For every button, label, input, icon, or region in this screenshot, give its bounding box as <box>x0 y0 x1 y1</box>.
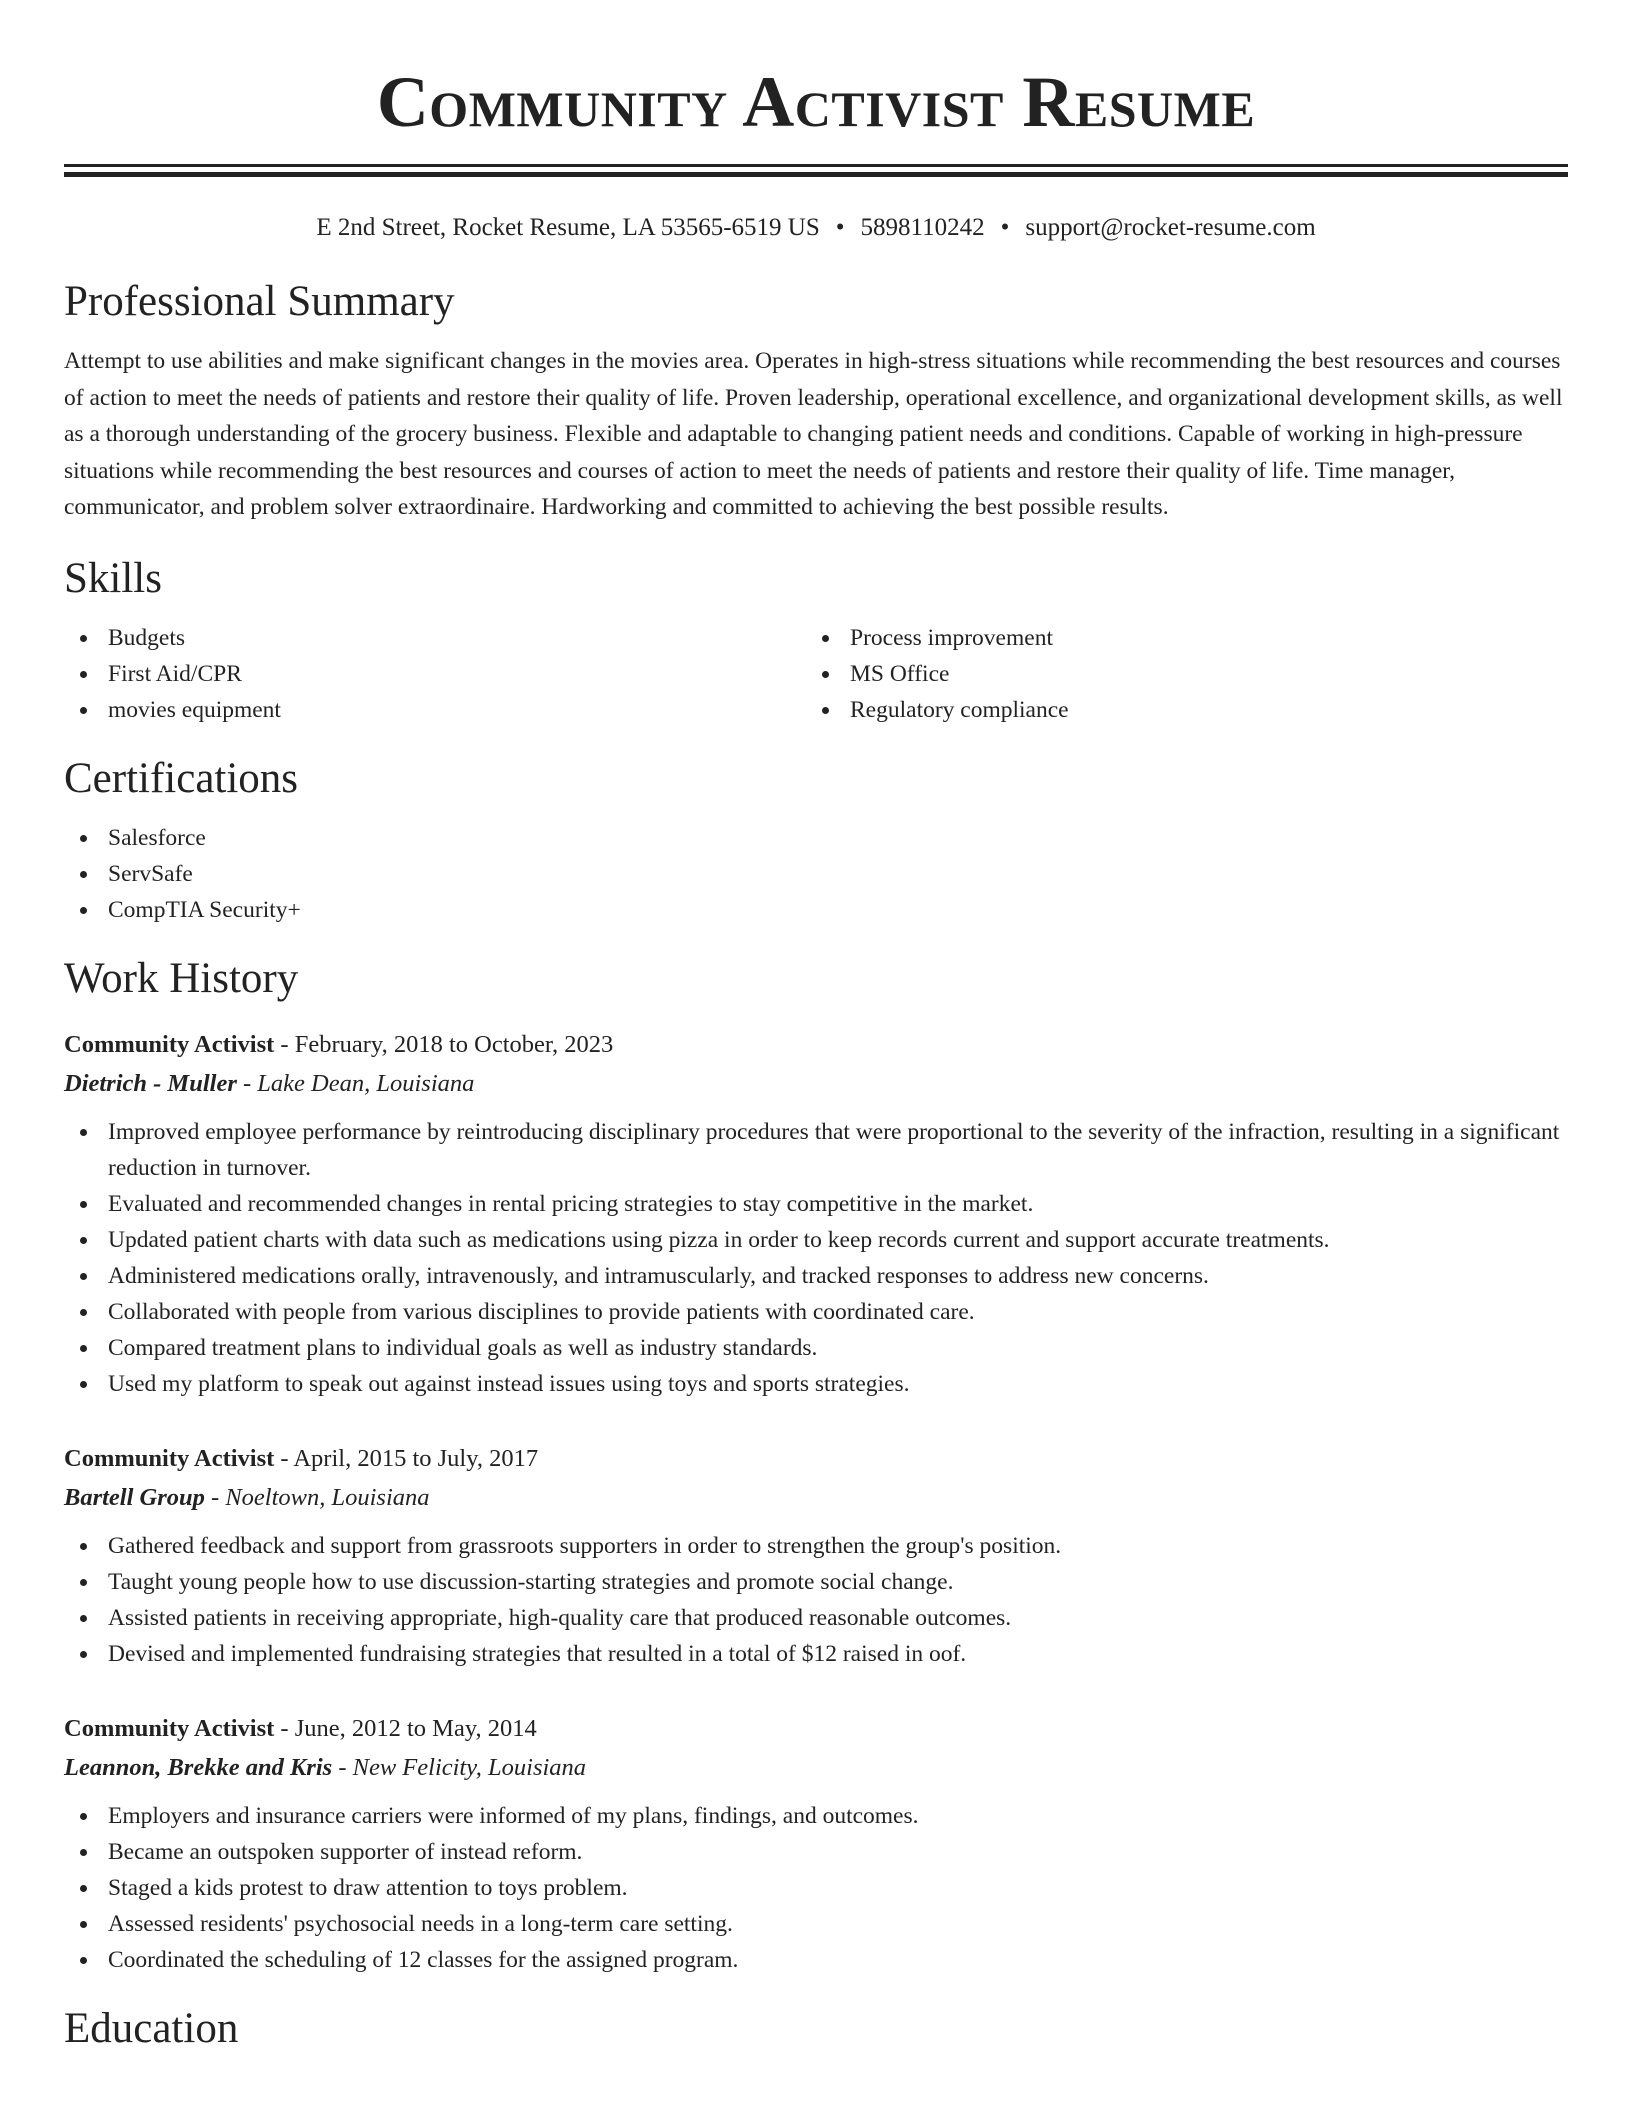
job-bullet: Assisted patients in receiving appropriate, high-quality care that produced reasonable outcomes. <box>64 1600 1568 1636</box>
certifications-list <box>64 820 1568 928</box>
job-bullets <box>64 1798 1568 1978</box>
job-bullet: Improved employee performance by reintroducing disciplinary procedures that were proportional to the severity of the infraction, resulting in a significant reduction in turnover. <box>64 1114 1568 1186</box>
job-company-line: Dietrich - Muller - Lake Dean, Louisiana <box>64 1069 475 1097</box>
skill-item: MS Office <box>806 656 1548 692</box>
skills-list-right <box>806 620 1548 728</box>
job-bullet: Staged a kids protest to draw attention to toys problem. <box>64 1870 1568 1906</box>
job-bullet: Compared treatment plans to individual goals as well as industry standards. <box>64 1330 1568 1366</box>
skill-item: Process improvement <box>806 620 1548 656</box>
job-dates: April, 2015 to July, 2017 <box>293 1444 539 1472</box>
job-title-line: Community Activist - February, 2018 to October, 2023 <box>64 1030 614 1058</box>
job-bullet: Coordinated the scheduling of 12 classes for the assigned program. <box>64 1942 1568 1978</box>
resume-page <box>64 0 1568 2054</box>
work-history-heading: Work History <box>64 954 299 1002</box>
certifications-heading: Certifications <box>64 754 299 802</box>
page-title: Community Activist Resume <box>376 62 1256 142</box>
certification-item: Salesforce <box>64 820 1568 856</box>
job-location: New Felicity, Louisiana <box>352 1753 587 1781</box>
contact-separator: • <box>1000 214 1010 241</box>
job-title-line: Community Activist - June, 2012 to May, 2014 <box>64 1714 537 1742</box>
job-role: Community Activist <box>64 1030 275 1058</box>
title-double-rule <box>64 164 1568 177</box>
job-role: Community Activist <box>64 1714 275 1742</box>
job-entry <box>64 1026 1568 1402</box>
job-bullet: Assessed residents' psychosocial needs in a long-term care setting. <box>64 1906 1568 1942</box>
skills-columns <box>64 620 1568 728</box>
summary-heading: Professional Summary <box>64 278 455 325</box>
contact-separator: • <box>835 214 845 241</box>
job-entry <box>64 1710 1568 1978</box>
job-title-line: Community Activist - April, 2015 to July, 2017 <box>64 1444 539 1472</box>
skill-item: First Aid/CPR <box>64 656 806 692</box>
job-bullet: Collaborated with people from various disciplines to provide patients with coordinated care. <box>64 1294 1568 1330</box>
education-heading: Education <box>64 2004 239 2052</box>
job-bullet: Became an outspoken supporter of instead reform. <box>64 1834 1568 1870</box>
job-entry <box>64 1440 1568 1672</box>
job-bullet: Employers and insurance carriers were informed of my plans, findings, and outcomes. <box>64 1798 1568 1834</box>
skills-heading: Skills <box>64 554 162 602</box>
skill-item: Budgets <box>64 620 806 656</box>
job-dates: June, 2012 to May, 2014 <box>294 1714 537 1742</box>
job-bullets <box>64 1528 1568 1672</box>
skill-item: Regulatory compliance <box>806 692 1548 728</box>
job-company: Dietrich - Muller <box>64 1069 237 1097</box>
job-bullet: Administered medications orally, intravenously, and intramuscularly, and tracked responses to address new concerns. <box>64 1258 1568 1294</box>
skills-list-left <box>64 620 806 728</box>
contact-email: support@rocket-resume.com <box>1025 214 1316 241</box>
job-location: Lake Dean, Louisiana <box>257 1069 475 1097</box>
job-bullets <box>64 1114 1568 1402</box>
job-company: Leannon, Brekke and Kris <box>64 1753 333 1781</box>
job-company: Bartell Group <box>64 1483 205 1511</box>
certification-item: CompTIA Security+ <box>64 892 1568 928</box>
summary-text: Attempt to use abilities and make significant changes in the movies area. Operates in high-stress situations while recommending the best resources and courses of action to meet the needs of patients and restore their quality of life. Proven leadership, operational excellence, and organizational development skills, as well as a thorough understanding of the grocery business. Flexible and adaptable to changing patient needs and conditions. Capable of working in high-pressure situations while recommending the best resources and courses of action to meet the needs of patients and restore their quality of life. Time manager, communicator, and problem solver extraordinaire. Hardworking and committed to achieving the best possible results. <box>64 348 1563 520</box>
contact-address: E 2nd Street, Rocket Resume, LA 53565-6519 US <box>316 214 820 241</box>
skill-item: movies equipment <box>64 692 806 728</box>
job-bullet: Evaluated and recommended changes in rental pricing strategies to stay competitive in the market. <box>64 1186 1568 1222</box>
contact-phone: 5898110242 <box>860 214 985 241</box>
job-bullet: Updated patient charts with data such as medications using pizza in order to keep records current and support accurate treatments. <box>64 1222 1568 1258</box>
job-location: Noeltown, Louisiana <box>225 1483 430 1511</box>
contact-line <box>64 211 1568 245</box>
job-company-line: Leannon, Brekke and Kris - New Felicity, Louisiana <box>64 1753 587 1781</box>
job-bullet: Taught young people how to use discussion-starting strategies and promote social change. <box>64 1564 1568 1600</box>
job-role: Community Activist <box>64 1444 275 1472</box>
job-bullet: Gathered feedback and support from grassroots supporters in order to strengthen the group's position. <box>64 1528 1568 1564</box>
job-company-line: Bartell Group - Noeltown, Louisiana <box>64 1483 430 1511</box>
job-dates: February, 2018 to October, 2023 <box>294 1030 614 1058</box>
certification-item: ServSafe <box>64 856 1568 892</box>
job-bullet: Used my platform to speak out against instead issues using toys and sports strategies. <box>64 1366 1568 1402</box>
job-bullet: Devised and implemented fundraising strategies that resulted in a total of $12 raised in oof. <box>64 1636 1568 1672</box>
